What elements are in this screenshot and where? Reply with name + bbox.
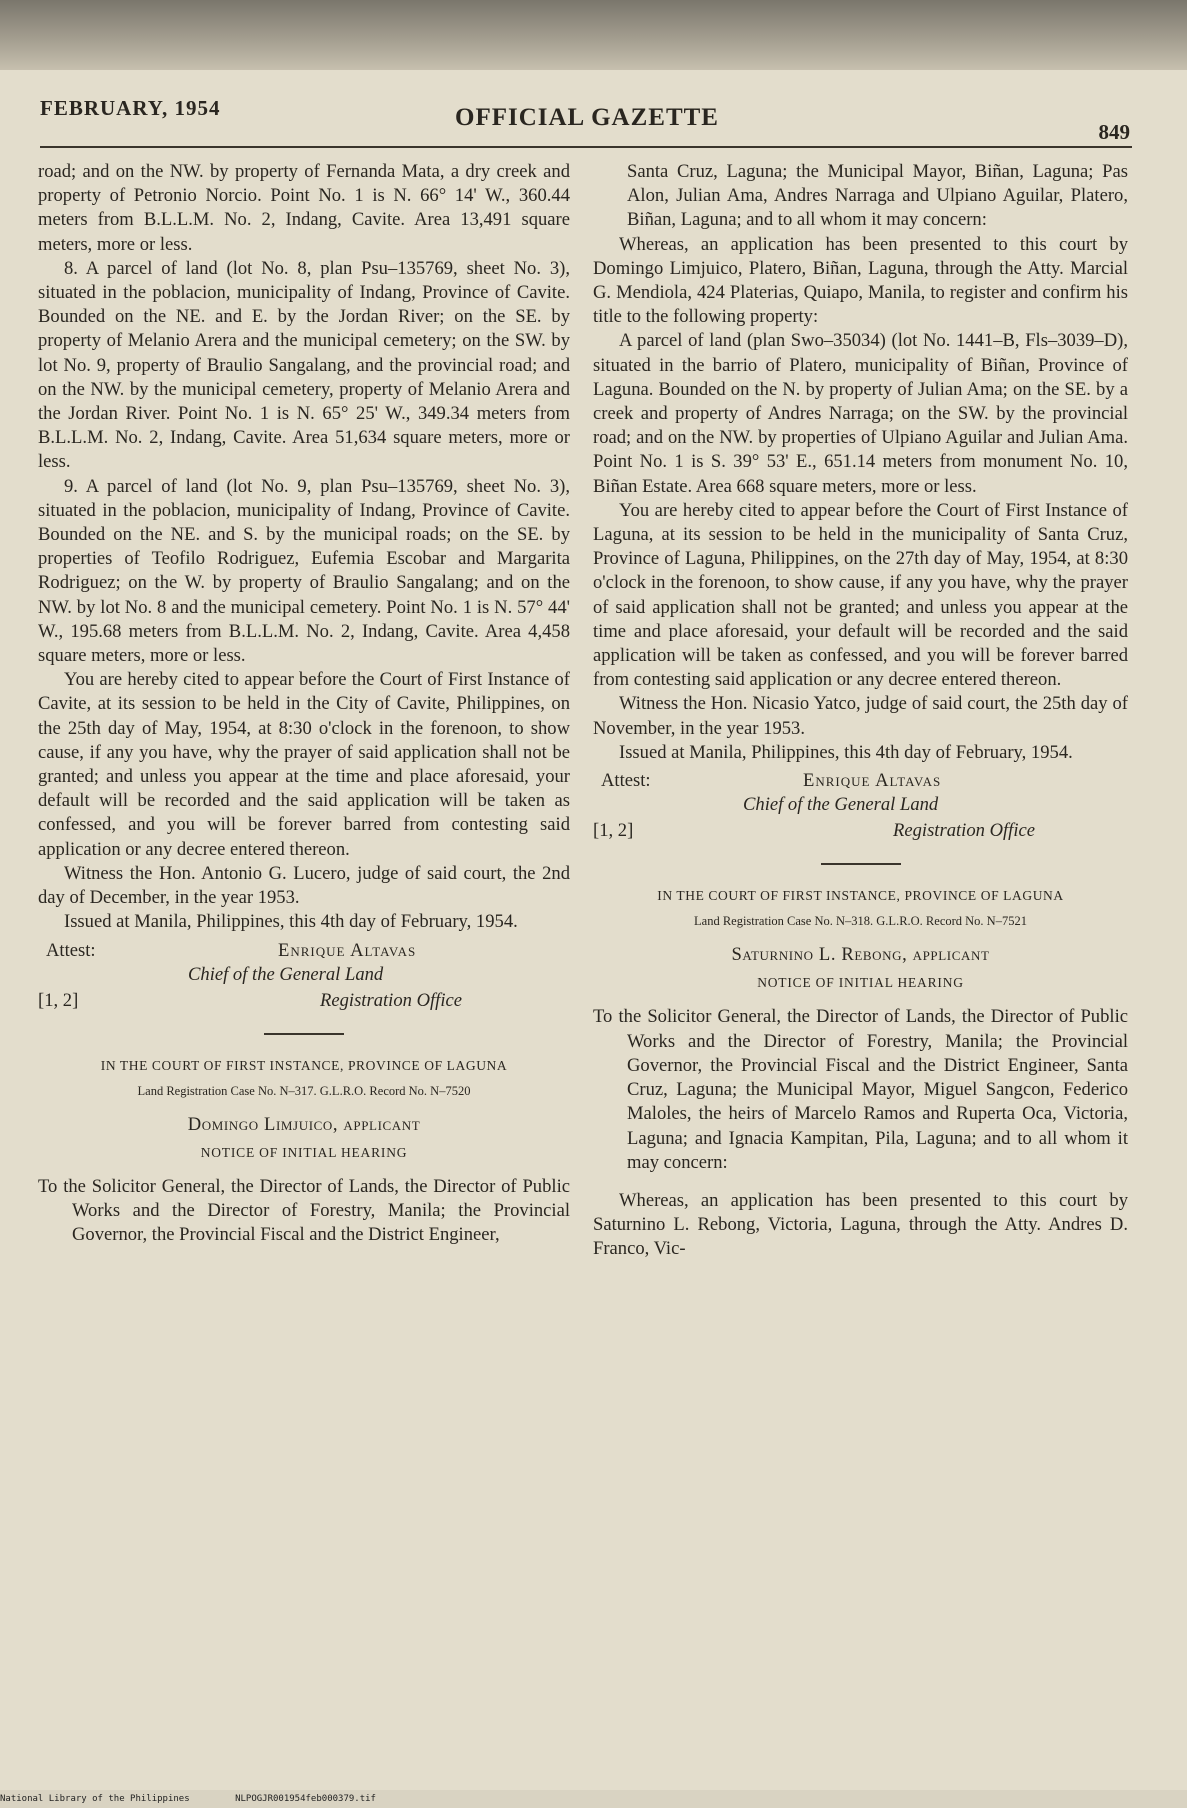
paragraph: You are hereby cited to appear before the Court of First Instance of Cavite, at its session to be held in the City of Cavite, Philippines, on the 25th day of May, 1954, at 8:30 o'clock in the forenoon, to show cause, if any you have, why the prayer of said application shall not be granted; and unless you appear at the time and place aforesaid, your default will be recorded and the said application will be taken as confessed, and you will be forever barred from contesting said application or any decree entered thereon. [38, 669, 570, 860]
attest-title: Chief of the General Land [743, 794, 939, 816]
case-number: Land Registration Case No. N–317. G.L.R.O. Record No. N–7520 [137, 1083, 471, 1098]
attest-title: Registration Office [320, 989, 463, 1011]
applicant-name: Saturnino L. Rebong, applicant [731, 944, 990, 966]
case-number: Land Registration Case No. N–318. G.L.R.O. Record No. N–7521 [694, 914, 1027, 929]
left-column [38, 160, 570, 1262]
footer-source: National Library of the Philippines [0, 1794, 190, 1804]
paragraph: Whereas, an application has been presented to this court by Domingo Limjuico, Platero, Biñan, Laguna, through the Atty. Marcial G. Mendiola, 424 Platerias, Quiapo, Manila, to register and confirm his title to the following property: [593, 233, 1128, 328]
attest-name: Enrique Altavas [803, 770, 942, 792]
page-header [40, 90, 1130, 150]
notice-heading: NOTICE OF INITIAL HEARING [757, 975, 964, 991]
paragraph: Whereas, an application has been presented to this court by Saturnino L. Rebong, Victoria, Laguna, through the Atty. Andres D. Franco, Vic- [593, 1189, 1128, 1260]
attest-block [38, 939, 570, 1015]
paragraph: A parcel of land (plan Swo–35034) (lot No. 1441–B, Fls–3039–D), situated in the barrio of Platero, municipality of Biñan, Province of Laguna. Bounded on the N. by property of Julian Ama; on the SE. by a creek and property of Andres Narraga; on the SW. by the provincial road; and on the NW. by properties of Ulpiano Aguilar and Julian Ama. Point No. 1 is S. 39° 53' E., 651.14 meters from monument No. 10, Biñan Estate. Area 668 square meters, more or less. [593, 330, 1128, 497]
applicant-name: Domingo Limjuico, applicant [187, 1113, 421, 1135]
attest-title: Chief of the General Land [188, 963, 384, 985]
paragraph: Santa Cruz, Laguna; the Municipal Mayor, Biñan, Laguna; Pas Alon, Julian Ama, Andres Narraga and Ulpiano Aguilar, Platero, Biñan, Laguna; and to all whom it may concern: [627, 161, 1128, 231]
attest-ref: [1, 2] [38, 989, 79, 1011]
section-divider [821, 863, 901, 865]
paragraph: You are hereby cited to appear before the Court of First Instance of Laguna, at its session to be held in the municipality of Santa Cruz, Province of Laguna, Philippines, on the 27th day of May, 1954, at 8:30 o'clock in the forenoon, to show cause, if any you have, why the prayer of said application shall not be granted; and unless you appear at the time and place aforesaid, your default will be recorded and the said application will be taken as confessed, and you will be forever barred from contesting said application or any decree entered thereon. [593, 499, 1128, 691]
right-column [593, 160, 1128, 1262]
header-rule [40, 146, 1132, 148]
paragraph: Witness the Hon. Antonio G. Lucero, judge of said court, the 2nd day of December, in the year 1953. [38, 862, 570, 909]
paragraph: road; and on the NW. by property of Fernanda Mata, a dry creek and property of Petronio Norcio. Point No. 1 is N. 66° 14' W., 360.44 meters from B.L.L.M. No. 2, Indang, Cavite. Area 13,491 square meters, more or less. [38, 161, 570, 255]
notice-heading: NOTICE OF INITIAL HEARING [200, 1144, 408, 1160]
page-number: 849 [1098, 120, 1130, 144]
attest-block [593, 769, 1128, 845]
paragraph: To the Solicitor General, the Director of Lands, the Director of Public Works and the Director of Forestry, Manila; the Provincial Governor, the Provincial Fiscal and the District Engineer, [38, 1175, 570, 1246]
footer-file: NLPOGJR001954feb000379.tif [235, 1794, 376, 1804]
paragraph: Issued at Manila, Philippines, this 4th day of February, 1954. [64, 911, 518, 933]
scan-footer [0, 1794, 416, 1804]
attest-name: Enrique Altavas [278, 939, 417, 961]
paragraph: 8. A parcel of land (lot No. 8, plan Psu–135769, sheet No. 3), situated in the poblacion, municipality of Indang, Province of Cavite. Bounded on the NE. and E. by the Jordan River; on the SE. by property of Melanio Arera and the municipal cemetery; on the SW. by lot No. 9, property of Braulio Sangalang, and the provincial road; and on the NW. by the municipal cemetery, property of Melanio Arera and the Jordan River. Point No. 1 is N. 65° 25' W., 349.34 meters from B.L.L.M. No. 2, Indang, Cavite. Area 51,634 square meters, more or less. [38, 257, 570, 473]
paragraph: To the Solicitor General, the Director of Lands, the Director of Public Works and the Director of Forestry, Manila; the Provincial Governor, the Provincial Fiscal and the District Engineer, Santa Cruz, Laguna; the Municipal Mayor, Miguel Sangcon, Federico Maloles, the heirs of Marcelo Ramos and Ruperta Oca, Victoria, Laguna; and Ignacia Kampitan, Pila, Laguna; and to all whom it may concern: [593, 1006, 1128, 1173]
paragraph: Witness the Hon. Nicasio Yatco, judge of said court, the 25th day of November, in the year 1953. [593, 693, 1128, 739]
attest-title: Registration Office [893, 820, 1036, 842]
paragraph: Issued at Manila, Philippines, this 4th day of February, 1954. [619, 741, 1073, 763]
paragraph: 9. A parcel of land (lot No. 9, plan Psu–135769, sheet No. 3), situated in the poblacion, municipality of Indang, Province of Cavite. Bounded on the NE. and S. by the municipal roads; on the SE. by properties of Teofilo Rodriguez, Eufemia Escobar and Margarita Rodriguez; on the W. by property of Braulio Sangalang; and on the NW. by lot No. 8 and the municipal cemetery. Point No. 1 is N. 57° 44' W., 195.68 meters from B.L.L.M. No. 2, Indang, Cavite. Area 4,458 square meters, more or less. [38, 475, 570, 667]
section-divider [264, 1033, 344, 1035]
header-date: FEBRUARY, 1954 [40, 96, 221, 120]
court-heading: IN THE COURT OF FIRST INSTANCE, PROVINCE OF LAGUNA [657, 888, 1064, 904]
attest-label: Attest: [601, 770, 651, 792]
scan-border [0, 0, 1187, 80]
attest-label: Attest: [46, 939, 96, 961]
court-heading: IN THE COURT OF FIRST INSTANCE, PROVINCE OF LAGUNA [100, 1057, 508, 1073]
header-title: OFFICIAL GAZETTE [455, 104, 719, 131]
attest-ref: [1, 2] [593, 820, 634, 842]
